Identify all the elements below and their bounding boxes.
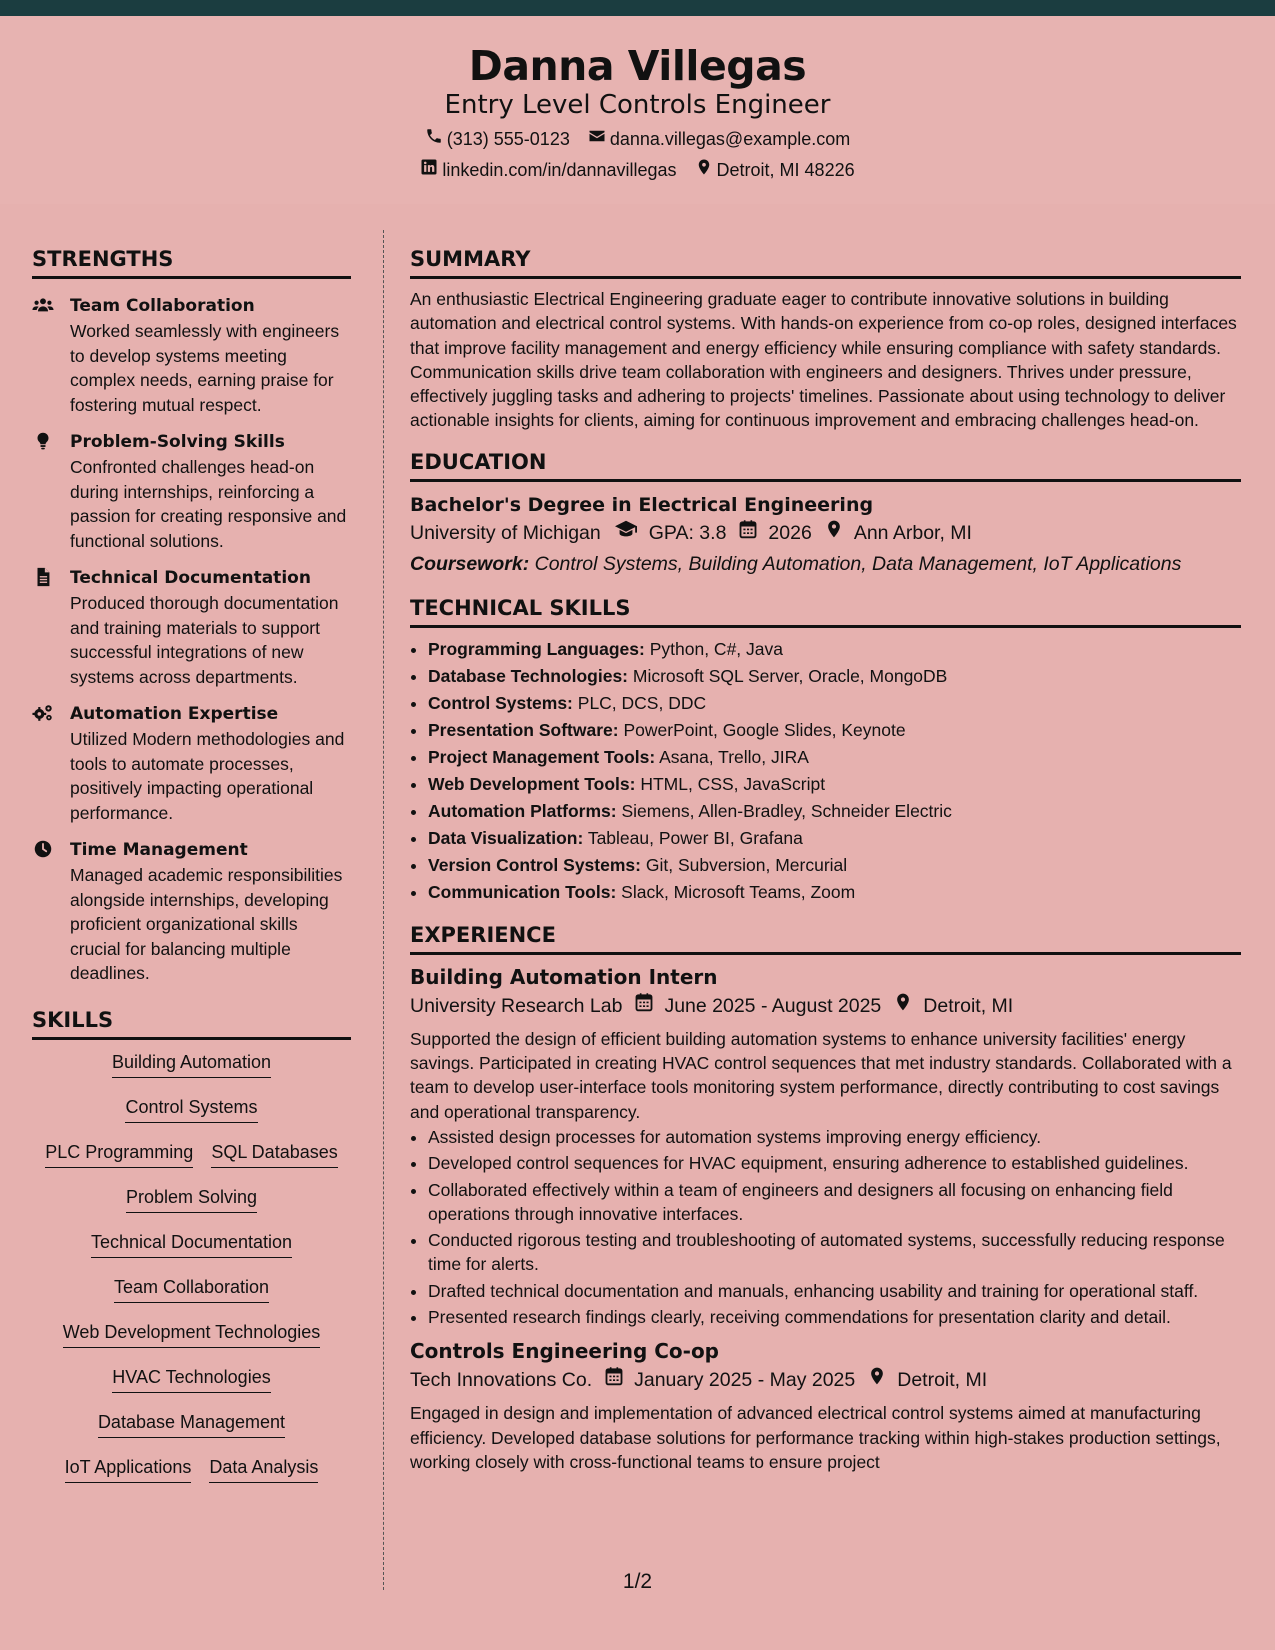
list-item: • Presented research findings clearly, receiving commendations for presentation clarity and detail. [428, 1305, 1241, 1329]
calendar-icon [634, 991, 656, 1021]
list-item: • Drafted technical documentation and manuals, enhancing usability and training for operational staff. [428, 1279, 1241, 1303]
job-dates: January 2025 - May 2025 [634, 1369, 856, 1392]
job-meta [410, 1365, 1241, 1395]
skill-row [32, 1455, 351, 1500]
graduation-cap-icon [613, 518, 641, 549]
education-meta [410, 518, 1241, 549]
location-contact [695, 158, 855, 182]
skill-row [32, 1185, 351, 1230]
company-name: Tech Innovations Co. [410, 1369, 593, 1392]
strength-item [32, 565, 351, 689]
skill-row [32, 1365, 351, 1410]
skill-tag: Data Analysis [209, 1455, 318, 1483]
coursework-list: Control Systems, Building Automation, Data Management, IoT Applications [534, 552, 1182, 575]
lightbulb-icon [32, 429, 70, 553]
skill-tag: IoT Applications [65, 1455, 192, 1483]
calendar-icon [738, 518, 760, 548]
contact-row-2 [0, 158, 1275, 182]
summary-heading: SUMMARY [410, 245, 1241, 279]
map-pin-icon [824, 518, 846, 548]
envelope-icon [588, 127, 606, 151]
list-item: • Database Technologies: Microsoft SQL Server, Oracle, MongoDB [428, 663, 1241, 690]
job-dates: June 2025 - August 2025 [664, 994, 882, 1017]
skill-row [32, 1140, 351, 1185]
job-entry [410, 963, 1241, 1330]
skill-row [32, 1410, 351, 1455]
linkedin-contact[interactable] [420, 158, 676, 182]
skill-tag: PLC Programming [45, 1140, 193, 1168]
skill-row [32, 1095, 351, 1140]
job-title: Controls Engineering Co-op [410, 1339, 719, 1364]
map-pin-icon [695, 158, 713, 182]
strength-item [32, 293, 351, 417]
job-bullets [410, 1125, 1241, 1329]
skill-tag: Building Automation [112, 1050, 271, 1078]
education-location: Ann Arbor, MI [853, 522, 972, 545]
email-contact[interactable] [588, 127, 850, 151]
strength-item [32, 837, 351, 986]
strength-title: Technical Documentation [70, 568, 311, 588]
email-text[interactable]: danna.villegas@example.com [609, 129, 851, 150]
phone-contact [425, 127, 570, 151]
strength-title: Problem-Solving Skills [70, 432, 285, 452]
right-column [410, 245, 1241, 1474]
calendar-icon [604, 1365, 626, 1395]
skill-row [32, 1275, 351, 1320]
technical-skills-heading: TECHNICAL SKILLS [410, 594, 1241, 628]
strength-item [32, 429, 351, 553]
list-item: • Presentation Software: PowerPoint, Google Slides, Keynote [428, 717, 1241, 744]
company-name: University Research Lab [410, 994, 623, 1017]
job-location: Detroit, MI [923, 994, 1014, 1017]
school-name: University of Michigan [410, 522, 601, 545]
strength-item [32, 701, 351, 825]
location-text: Detroit, MI 48226 [716, 160, 855, 181]
coursework [410, 549, 1241, 579]
degree-title: Bachelor's Degree in Electrical Engineering [410, 493, 874, 516]
list-item: • Collaborated effectively within a team of engineers and designers all focusing on enhancing field operations through innovative interfaces. [428, 1178, 1241, 1227]
job-title: Building Automation Intern [410, 964, 718, 989]
list-item: • Developed control sequences for HVAC equipment, ensuring adherence to established guidelines. [428, 1151, 1241, 1175]
map-pin-icon [893, 991, 915, 1021]
map-pin-icon [867, 1365, 889, 1395]
candidate-title: Entry Level Controls Engineer [444, 90, 831, 121]
list-item: • Data Visualization: Tableau, Power BI, Grafana [428, 825, 1241, 852]
job-location-item [867, 1365, 987, 1395]
strength-title: Time Management [70, 840, 248, 860]
phone-text: (313) 555-0123 [446, 129, 570, 150]
left-column [32, 245, 351, 1500]
skill-tag: Web Development Technologies [63, 1320, 321, 1348]
list-item: • Control Systems: PLC, DCS, DDC [428, 690, 1241, 717]
linkedin-text[interactable]: linkedin.com/in/dannavillegas [442, 160, 677, 181]
job-entry [410, 1337, 1241, 1474]
gpa-text: GPA: 3.8 [648, 522, 727, 545]
list-item: • Conducted rigorous testing and troubleshooting of automated systems, successfully reducing response time for alerts. [428, 1228, 1241, 1277]
year-item [738, 518, 811, 548]
list-item: • Programming Languages: Python, C#, Java [428, 636, 1241, 663]
list-item: • Version Control Systems: Git, Subversion, Mercurial [428, 852, 1241, 879]
phone-icon [425, 127, 443, 151]
job-dates-item [604, 1365, 855, 1395]
candidate-name: Danna Villegas [468, 42, 807, 90]
list-item: • Project Management Tools: Asana, Trello, JIRA [428, 744, 1241, 771]
skill-tag: Problem Solving [126, 1185, 257, 1213]
strength-title: Automation Expertise [70, 704, 279, 724]
document-icon [32, 565, 70, 689]
gpa-item [613, 518, 727, 549]
job-location-item [893, 991, 1013, 1021]
contact-row-1 [0, 127, 1275, 151]
skill-row [32, 1050, 351, 1095]
skills-heading: SKILLS [32, 1006, 351, 1040]
page-number: 1/2 [622, 1570, 653, 1593]
skill-tag: Database Management [98, 1410, 285, 1438]
top-color-bar [0, 0, 1275, 16]
summary-text: An enthusiastic Electrical Engineering graduate eager to contribute innovative solutions in building automation and electrical control systems. With hands-on experience from co-op roles, designed interfaces that improve facility management and energy efficiency while ensuring compliance with safety standards. Communication skills drive team collaboration with engineers and designers. Thrives under pressure, effectively juggling tasks and adhering to projects' timelines. Passionate about using technology to deliver actionable insights for clients, aiming for continuous improvement and embracing challenges head-on. [410, 289, 1237, 431]
clock-icon [32, 837, 70, 986]
strength-desc: Utilized Modern methodologies and tools to automate processes, positively impacting operational performance. [70, 729, 345, 823]
column-divider [383, 230, 384, 1590]
graduation-year: 2026 [768, 522, 812, 545]
skill-tag: Control Systems [125, 1095, 257, 1123]
list-item: • Communication Tools: Slack, Microsoft Teams, Zoom [428, 879, 1241, 906]
skill-tag: Team Collaboration [114, 1275, 269, 1303]
resume-header [0, 16, 1275, 204]
strength-desc: Worked seamlessly with engineers to develop systems meeting complex needs, earning praise for fostering mutual respect. [70, 321, 340, 415]
list-item: • Assisted design processes for automation systems improving energy efficiency. [428, 1125, 1241, 1149]
skill-tag: HVAC Technologies [112, 1365, 270, 1393]
skill-tag: Technical Documentation [91, 1230, 292, 1258]
education-heading: EDUCATION [410, 448, 1241, 482]
job-meta [410, 991, 1241, 1021]
list-item: • Web Development Tools: HTML, CSS, JavaScript [428, 771, 1241, 798]
coursework-label: Coursework: [410, 552, 530, 575]
technical-skills-list [410, 636, 1241, 906]
job-dates-item [634, 991, 881, 1021]
job-description: Engaged in design and implementation of advanced electrical control systems aimed at manufacturing efficiency. Developed database solutions for performance tracking within high-stakes production settings, working closely with cross-functional teams to ensure project [410, 1403, 1221, 1472]
strength-desc: Confronted challenges head-on during internships, reinforcing a passion for creating responsive and functional solutions. [70, 457, 347, 551]
edu-location-item [824, 518, 972, 548]
strength-desc: Managed academic responsibilities alongside internships, developing proficient organizational skills crucial for balancing multiple deadlines. [70, 865, 343, 983]
job-location: Detroit, MI [897, 1369, 988, 1392]
users-icon [32, 293, 70, 417]
experience-heading: EXPERIENCE [410, 921, 1241, 955]
skill-row [32, 1230, 351, 1275]
strength-desc: Produced thorough documentation and training materials to support successful integrations of new systems across departments. [70, 593, 339, 687]
skills-list [32, 1050, 351, 1500]
strengths-heading: STRENGTHS [32, 245, 351, 279]
list-item: • Automation Platforms: Siemens, Allen-Bradley, Schneider Electric [428, 798, 1241, 825]
skill-row [32, 1320, 351, 1365]
gears-icon [32, 701, 70, 825]
job-description: Supported the design of efficient building automation systems to enhance university facilities' energy savings. Participated in creating HVAC control sequences that met industry standards. Collaborated with a team to develop user-interface tools monitoring system performance, directly contributing to cost savings and operational transparency. [410, 1028, 1232, 1122]
linkedin-icon [420, 158, 438, 182]
strength-title: Team Collaboration [70, 296, 255, 316]
skill-tag: SQL Databases [211, 1140, 337, 1168]
